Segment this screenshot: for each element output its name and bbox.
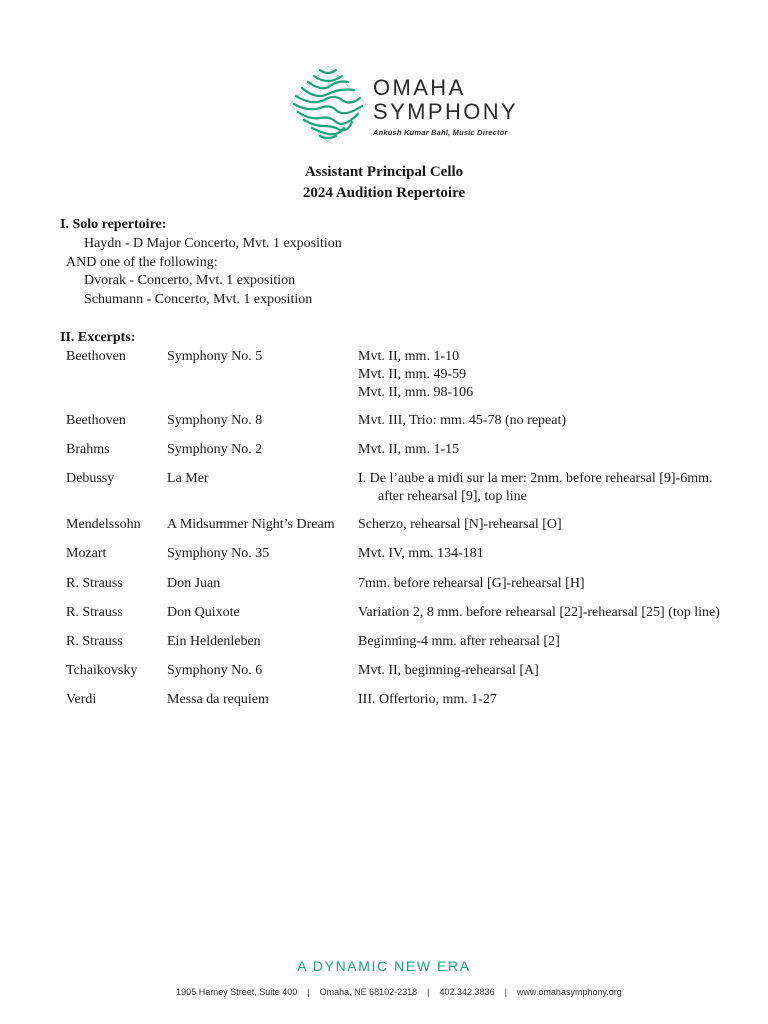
excerpt-work: Symphony No. 35 (167, 546, 270, 561)
excerpt-work: A Midsummer Night’s Dream (167, 517, 335, 532)
omaha-symphony-logo (290, 66, 530, 146)
page-title-repertoire: 2024 Audition Repertoire (302, 185, 466, 201)
footer-tagline: A DYNAMIC NEW ERA (297, 958, 471, 974)
excerpt-work: Don Juan (167, 576, 221, 591)
excerpt-work: Ein Heldenleben (167, 634, 261, 649)
excerpt-passage: III. Offertorio, mm. 1-27 (358, 692, 497, 707)
excerpt-work: La Mer (167, 471, 209, 486)
excerpt-passage: 7mm. before rehearsal [G]-rehearsal [H] (358, 576, 585, 591)
excerpt-work: Messa da requiem (167, 692, 269, 707)
brand-wordmark (373, 76, 518, 137)
brand-line2: SYMPHONY (373, 99, 519, 124)
excerpt-composer: R. Strauss (66, 576, 123, 591)
excerpt-work: Don Quixote (167, 605, 240, 620)
footer-city: Omaha, NE 68102-2318 (319, 987, 418, 997)
excerpt-composer: Debussy (66, 471, 115, 486)
excerpt-work: Symphony No. 5 (167, 349, 263, 364)
music-director-credit: Ankush Kumar Bahl, Music Director (373, 128, 508, 137)
excerpt-passage: Variation 2, 8 mm. before rehearsal [22]-rehearsal [25] (top line) (358, 605, 720, 620)
excerpt-composer: Mendelssohn (66, 517, 141, 532)
excerpt-passage: Mvt. II, beginning-rehearsal [A] (358, 663, 539, 678)
brand-line1: OMAHA (373, 75, 466, 100)
excerpt-passage: Mvt. II, mm. 49-59 (358, 367, 467, 382)
footer-website-link[interactable]: www.omahasymphony.org (516, 987, 622, 997)
excerpt-passage: Mvt. II, mm. 1-10 (358, 349, 460, 364)
excerpt-passage: Beginning-4 mm. after rehearsal [2] (358, 634, 560, 649)
excerpt-composer: R. Strauss (66, 605, 123, 620)
excerpt-passage: I. De l’aube a midi sur la mer: 2mm. before rehearsal [9]-6mm. (358, 471, 713, 486)
footer-address: 1905 Harney Street, Suite 400 (176, 987, 298, 997)
excerpt-composer: Mozart (66, 546, 107, 561)
excerpt-composer: Verdi (66, 692, 97, 707)
excerpt-composer: Tchaikovsky (66, 663, 138, 678)
excerpt-passage: Mvt. III, Trio: mm. 45-78 (no repeat) (358, 413, 567, 428)
footer-separator: | (307, 987, 310, 997)
excerpts-section-heading: II. Excerpts: (60, 330, 136, 345)
excerpt-work: Symphony No. 2 (167, 442, 263, 457)
excerpt-passage: Mvt. II, mm. 98-106 (358, 385, 474, 400)
page-title-position: Assistant Principal Cello (304, 164, 464, 180)
solo-section-heading: I. Solo repertoire: (60, 217, 167, 232)
footer-separator: | (504, 987, 507, 997)
footer-phone[interactable]: 402.342.3836 (439, 987, 495, 997)
excerpt-passage: Mvt. IV, mm. 134-181 (358, 546, 484, 561)
excerpt-passage: after rehearsal [9], top line (378, 489, 527, 504)
excerpt-composer: Brahms (66, 442, 110, 457)
solo-line: AND one of the following: (66, 255, 218, 270)
solo-line: Schumann - Concerto, Mvt. 1 exposition (84, 292, 313, 307)
excerpt-work: Symphony No. 8 (167, 413, 263, 428)
footer-contact (0, 987, 768, 997)
excerpt-passage: Scherzo, rehearsal [N]-rehearsal [O] (358, 517, 562, 532)
footer-separator: | (427, 987, 430, 997)
excerpt-composer: R. Strauss (66, 634, 123, 649)
diamond-wave-logo-icon (290, 66, 366, 142)
excerpt-composer: Beethoven (66, 413, 126, 428)
solo-line: Haydn - D Major Concerto, Mvt. 1 exposition (84, 236, 342, 251)
excerpt-work: Symphony No. 6 (167, 663, 263, 678)
excerpt-passage: Mvt. II, mm. 1-15 (358, 442, 460, 457)
solo-line: Dvorak - Concerto, Mvt. 1 exposition (84, 273, 296, 288)
excerpt-composer: Beethoven (66, 349, 126, 364)
